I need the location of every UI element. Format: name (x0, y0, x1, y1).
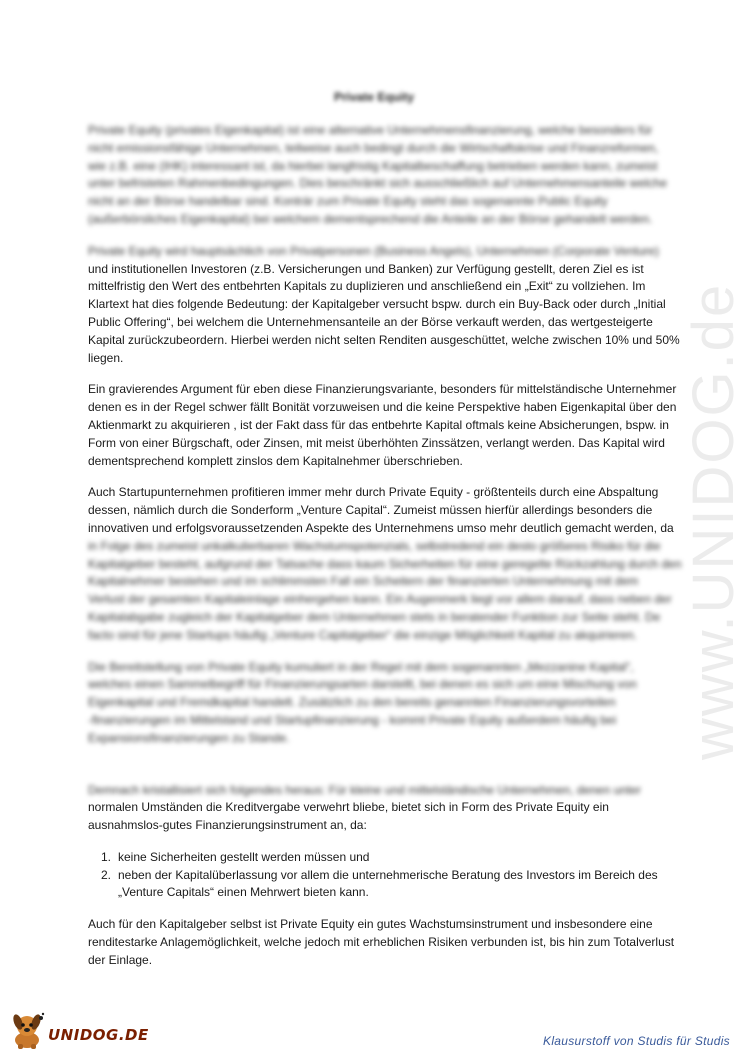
text-line: renditestarke Anlagemöglichkeit, welche jedoch mit erheblichen Risiken verbunden ist, bis hin zum Totalverlust (88, 935, 675, 950)
list-number: 2. (100, 867, 111, 882)
text-line: welches einen Sammelbegriff für Finanzierungsarten darstellt, bei denen es sich um eine Mischung von (88, 677, 637, 692)
list-item (88, 849, 660, 867)
text-line: in Folge des zumeist unkalkulierbaren Wachstumspotenzials, selbstredend ein desto größeres Risiko für die (88, 538, 661, 553)
text-line: Eigenkapital und Fremdkapital handelt. Zusätzlich zu den bereits genannten Finanzierungsvorteilen (88, 695, 616, 710)
text-line: Die Bereitstellung von Private Equity kumuliert in der Regel mit dem sogenannten „Mezzanine Kapital“, (88, 659, 634, 674)
text-line: Aktienmarkt zu akquirieren , ist der Fakt dass für das entbehrte Kapital oftmals keine Absicherungen, bspw. in (88, 417, 669, 432)
list-item (88, 867, 660, 903)
document-title: Private Equity (333, 90, 415, 104)
text-line: normalen Umständen die Kreditvergabe verwehrt bliebe, bietet sich in Form des Private Equity ein (88, 800, 609, 815)
paragraph (88, 381, 677, 470)
text-line: Public Offering“, bei welchem die Unternehmensanteile an der Börse verkauft werden, das wertgesteigerte (88, 314, 653, 329)
text-line: (außerbörsliches Eigenkapital) bei welchem dementsprechend die Anteile an der Börse gehandelt werden. (88, 211, 653, 226)
text-line: Expansionsfinanzierungen zu Stande. (88, 730, 290, 745)
text-line: unter befristeten Rahmenbedingungen. Dies beschränkt sich ausschließlich auf Unternehmensanteile welche (88, 176, 667, 191)
list-item-text: neben der Kapitalüberlassung vor allem die unternehmerische Beratung des Investors im Bereich des (118, 867, 658, 882)
text-line: nicht an der Börse handelbar sind. Kontrár zum Private Equity steht das sogenannte Public Equity (88, 194, 608, 209)
text-line: Form von einer Bürgschaft, oder Zinsen, mit meist überhöhten Zinssätzen, verlangt werden. Das Kapital wird (88, 435, 665, 450)
list-number: 1. (100, 849, 111, 864)
text-line: Private Equity (privates Eigenkapital) ist eine alternative Unternehmensfinanzierung, welche besonders für (88, 123, 653, 137)
numbered-list (88, 849, 660, 902)
text-line: Kapitalnehmer bestehen und im schlimmsten Fall ein Scheitern der finanzierten Unternehmung mit dem (88, 574, 639, 589)
text-line: Auch für den Kapitalgeber selbst ist Private Equity ein gutes Wachstumsinstrument und insbesondere eine (88, 917, 653, 932)
text-line: liegen. (88, 350, 124, 365)
text-line: und institutionellen Investoren (z.B. Versicherungen und Banken) zur Verfügung gestellt, deren Ziel es ist (88, 261, 644, 276)
text-line: Ein gravierendes Argument für eben diese Finanzierungsvariante, besonders für mittelständische Unternehmer (88, 382, 677, 397)
text-line: nicht emissionsfähige Unternehmen, teilweise auch bedingt durch die Wirtschaftskrise und Finanzreformen, (88, 140, 659, 155)
text-line: Demnach kristallisiert sich folgendes heraus: Für kleine und mittelständische Unternehmen, denen unter (88, 782, 641, 797)
text-line: Kapitalabgabe zugleich der Kapitalgeber dem Unternehmen stets in beratender Funktion zur Seite steht. De (88, 609, 661, 624)
text-line: Verlust der gesamten Kapitaleinlage einhergehen kann. Ein Augenmerk liegt vor allem darauf, dass neben der (88, 592, 672, 607)
footer-logo[interactable] (8, 1010, 149, 1050)
closing-paragraph (88, 916, 675, 969)
paragraph-container (88, 122, 682, 835)
text-line: ausnahmslos-gutes Finanzierungsinstrument an, da: (88, 818, 367, 833)
text-line: facto sind für jene Startups häufig „Venture Capitalgeber“ die einzige Möglichkeit Kapital zu akquirieren. (88, 627, 637, 642)
text-line: innovativen und erfolgsvoraussetzenden Aspekte des Unternehmens umso mehr deutlich gemacht werden, da (88, 520, 674, 535)
text-line: Auch Startupunternehmen profitieren immer mehr durch Private Equity - größtenteils durch eine Abspaltung (88, 485, 659, 500)
paragraph (88, 243, 680, 368)
text-line: -finanzierungen im Mittelstand und Startupfinanzierung - kommt Private Equity außerdem häufig bei (88, 712, 617, 727)
text-line: Kapital zurückzubeordern. Hierbei werden nicht selten Renditen ausgeschüttet, welche zwischen 10% und 50% (88, 332, 680, 347)
text-line: der Einlage. (88, 952, 153, 967)
paragraph (88, 659, 660, 748)
text-line: Kapitalgeber besteht, aufgrund der Tatsache dass kaum Sicherheiten für eine geregelte Rückzahlung durch den (88, 556, 682, 571)
text-line: wie z.B. eine (IHK) interessant ist, da hierbei langfristig Kapitalbeschaffung betrieben werden kann, zumeist (88, 158, 658, 173)
document-body (88, 90, 682, 984)
dog-mascot-icon (8, 1010, 46, 1050)
text-line: Klartext hat dies folgende Bedeutung: der Kapitalgeber versucht bspw. durch ein Buy-Back oder durch „Initial (88, 297, 666, 312)
text-line: Private Equity wird hauptsächlich von Privatpersonen (Business Angels), Unternehmen (Corporate Venture) (88, 243, 659, 258)
text-line: dessen, nämlich durch die Sonderform „Venture Capital“. Zumeist müssen hierfür allerdings besonders die (88, 503, 653, 518)
footer-tagline: Klausurstoff von Studis für Studis (543, 1034, 730, 1048)
list-item-text: „Venture Capitals“ einen Mehrwert bieten kann. (118, 885, 369, 900)
paragraph (88, 782, 660, 835)
paragraph (88, 122, 667, 229)
list-item-text: keine Sicherheiten gestellt werden müssen und (118, 849, 370, 864)
text-line: mittelfristig den Wert des entbehrten Kapitals zu duplizieren und anschließend ein „Exit“ zu vollziehen. Im (88, 279, 646, 294)
text-line: dementsprechend komplett zinslos dem Kapitalnehmer überschrieben. (88, 453, 463, 468)
watermark: www.UNIDOG.de (681, 282, 746, 760)
logo-text: UNIDOG.DE (48, 1026, 149, 1044)
paragraph (88, 484, 682, 644)
text-line: denen es in der Regel schwer fällt Bonität vorzuweisen und die keine Perspektive haben Eigenkapital über den (88, 400, 677, 415)
